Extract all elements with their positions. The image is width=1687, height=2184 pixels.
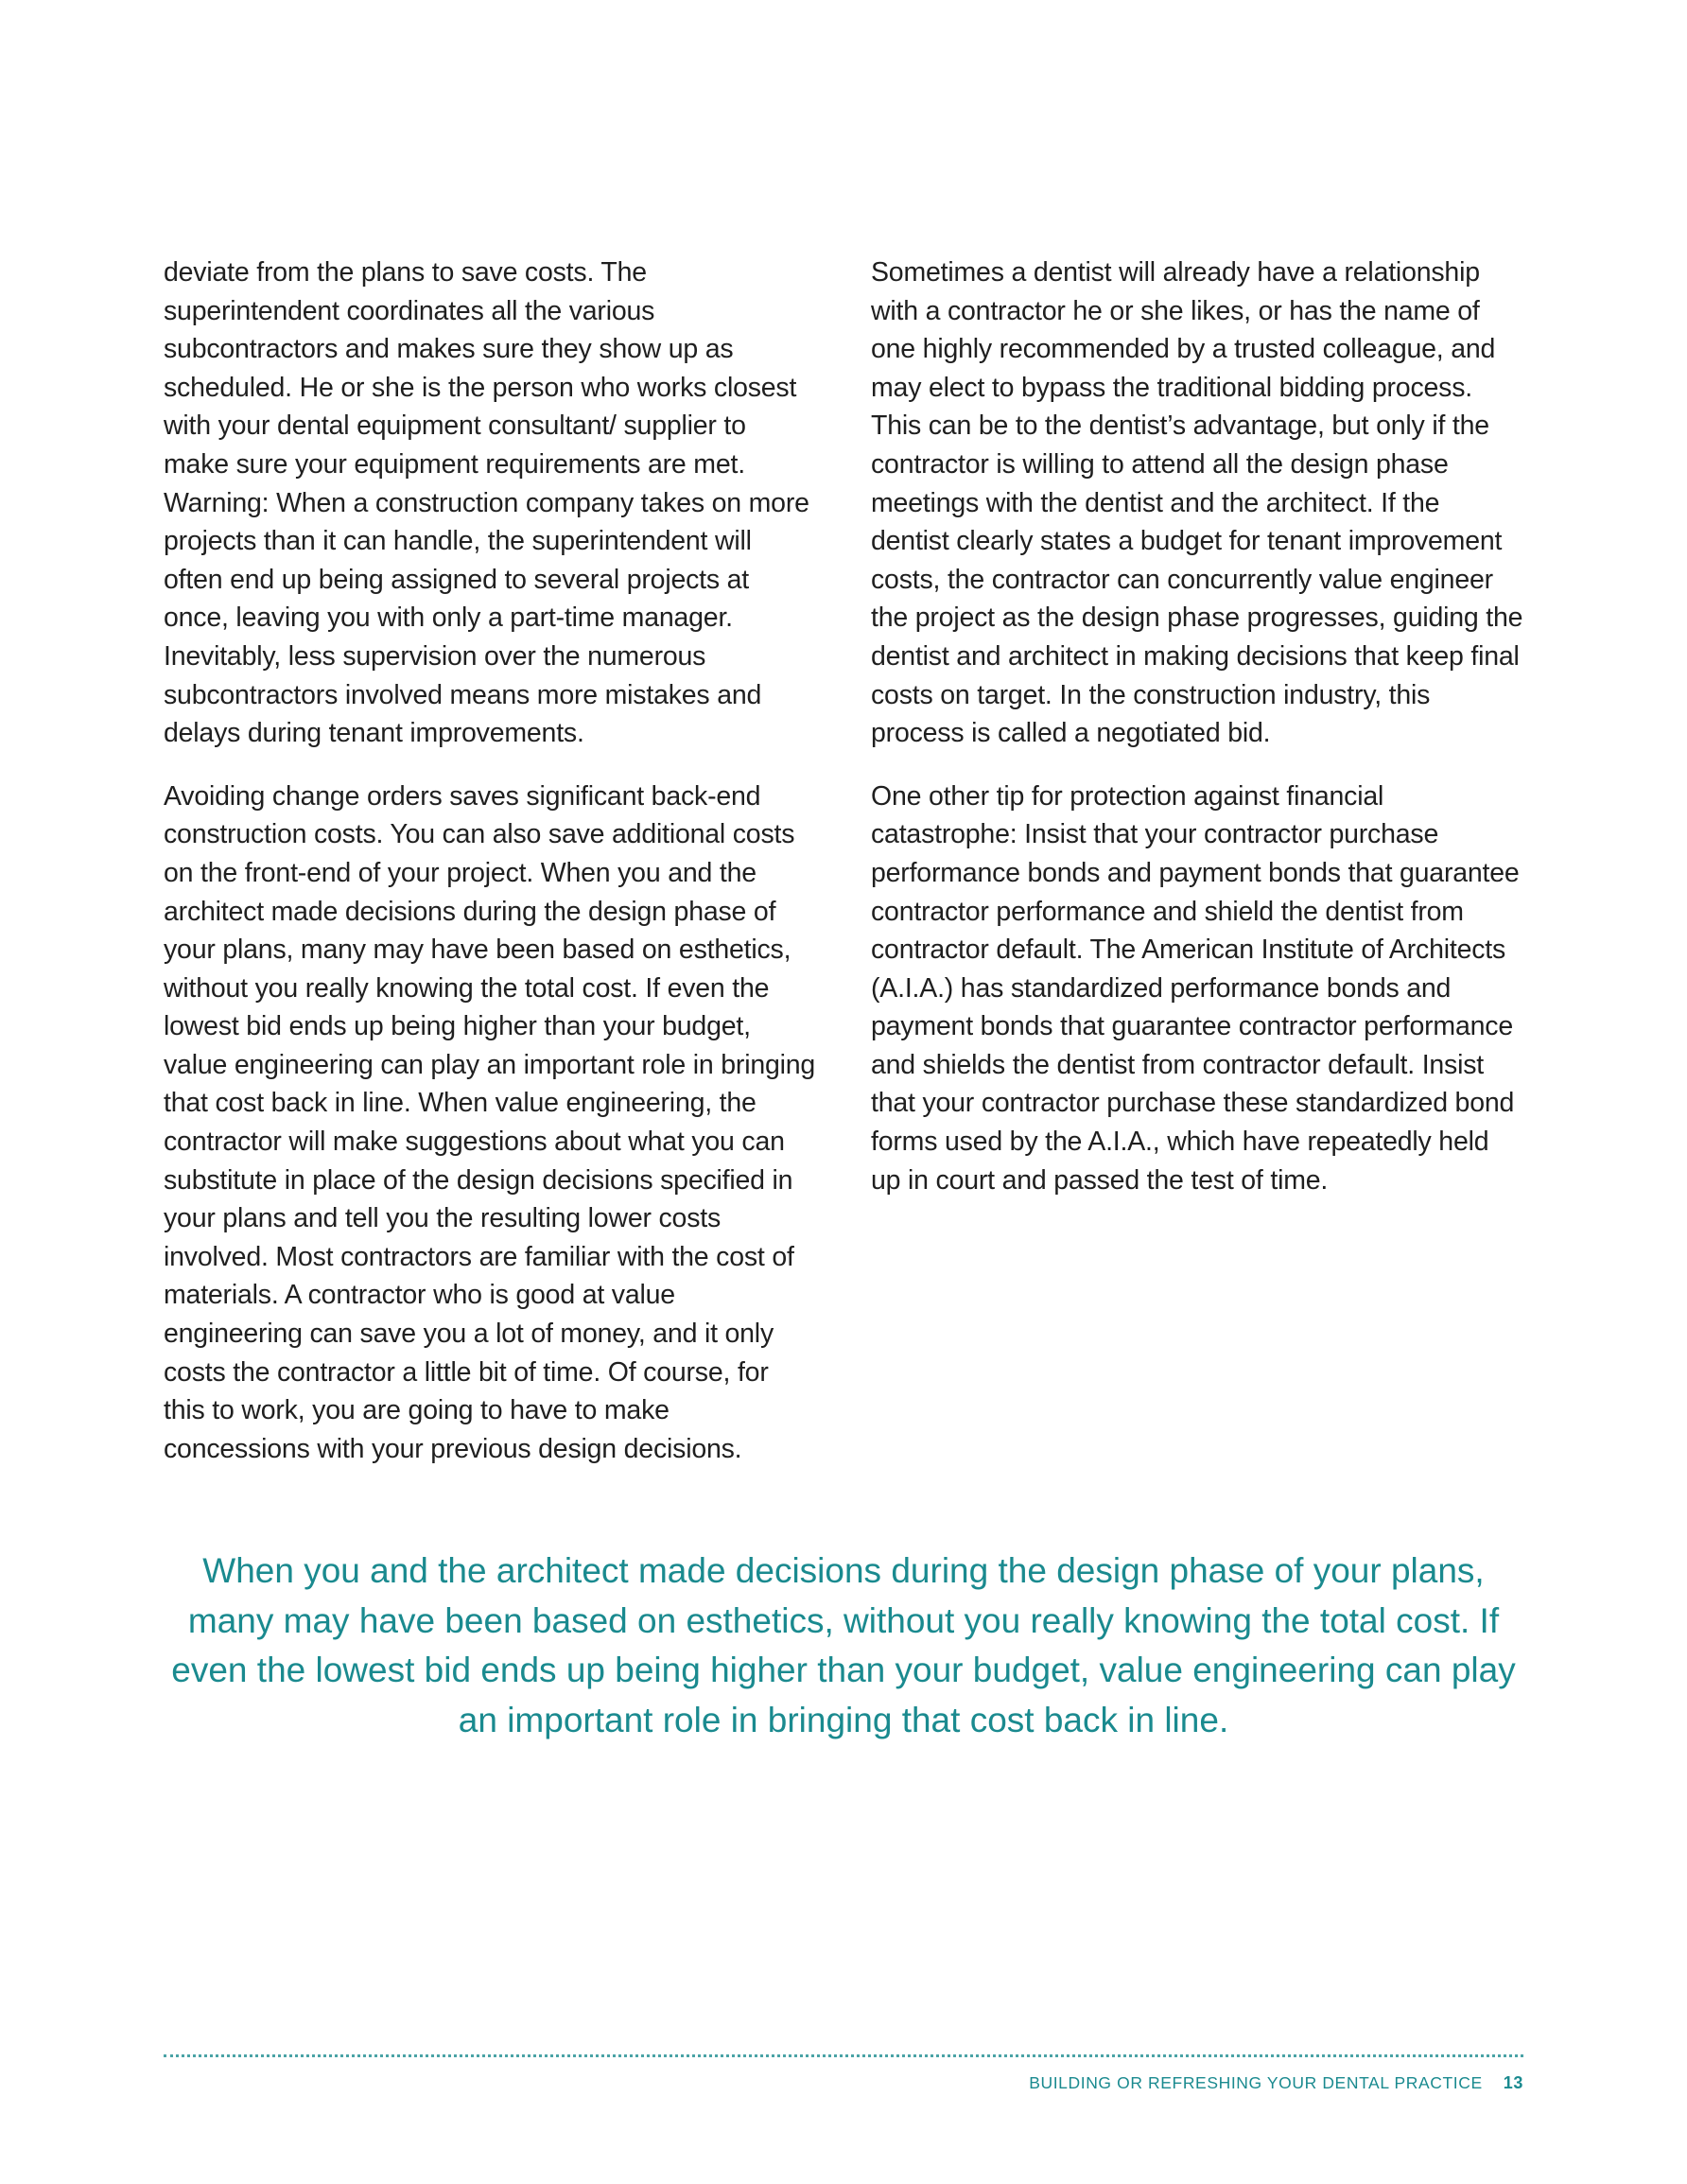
left-column [164, 253, 816, 1493]
pull-quote: When you and the architect made decisions during the design phase of your plans, many may have been based on esthetics, without you really knowing the total cost. If even the lowest bid ends up being higher than your budget, value engineering can play an important role in bringing that cost back in line. [171, 1551, 1516, 1739]
page-footer [1029, 2073, 1523, 2093]
paragraph: One other tip for protection against financial catastrophe: Insist that your contractor purchase performance bonds and payment bonds that guarantee contractor performance and shield the dentist from contractor default. The American Institute of Architects (A.I.A.) has standardized performance bonds and payment bonds that guarantee contractor performance and shields the dentist from contractor default. Insist that your contractor purchase these standardized bond forms used by the A.I.A., which have repeatedly held up in court and passed the test of time. [871, 780, 1520, 1196]
footer-title: BUILDING OR REFRESHING YOUR DENTAL PRACTICE [1029, 2073, 1483, 2092]
right-column [871, 253, 1523, 1493]
body-columns [164, 253, 1523, 1493]
footer-divider [164, 2054, 1523, 2057]
paragraph: Avoiding change orders saves significant back-end construction costs. You can also save additional costs on the front-end of your project. When you and the architect made decisions during the design phase of your plans, many may have been based on esthetics, without you really knowing the total cost. If even the lowest bid ends up being higher than your budget, value engineering can play an important role in bringing that cost back in line. When value engineering, the contractor will make suggestions about what you can substitute in place of the design decisions specified in your plans and tell you the resulting lower costs involved. Most contractors are familiar with the cost of materials. A contractor who is good at value engineering can save you a lot of money, and it only costs the contractor a little bit of time. Of course, for this to work, you are going to have to make concessions with your previous design decisions. [164, 780, 816, 1464]
paragraph: Sometimes a dentist will already have a relationship with a contractor he or she likes, or has the name of one highly recommended by a trusted colleague, and may elect to bypass the traditional bidding process. This can be to the dentist’s advantage, but only if the contractor is willing to attend all the design phase meetings with the dentist and the architect. If the dentist clearly states a budget for tenant improvement costs, the contractor can concurrently value engineer the project as the design phase progresses, guiding the dentist and architect in making decisions that keep final costs on target. In the construction industry, this process is called a negotiated bid. [871, 257, 1523, 749]
page-number: 13 [1503, 2073, 1523, 2092]
paragraph: deviate from the plans to save costs. The superintendent coordinates all the various subcontractors and makes sure they show up as scheduled. He or she is the person who works closest with your dental equipment consultant/ supplier to make sure your equipment requirements are met. Warning: When a construction company takes on more projects than it can handle, the superintendent will often end up being assigned to several projects at once, leaving you with only a part-time manager. Inevitably, less supervision over the numerous subcontractors involved means more mistakes and delays during tenant improvements. [164, 257, 809, 749]
